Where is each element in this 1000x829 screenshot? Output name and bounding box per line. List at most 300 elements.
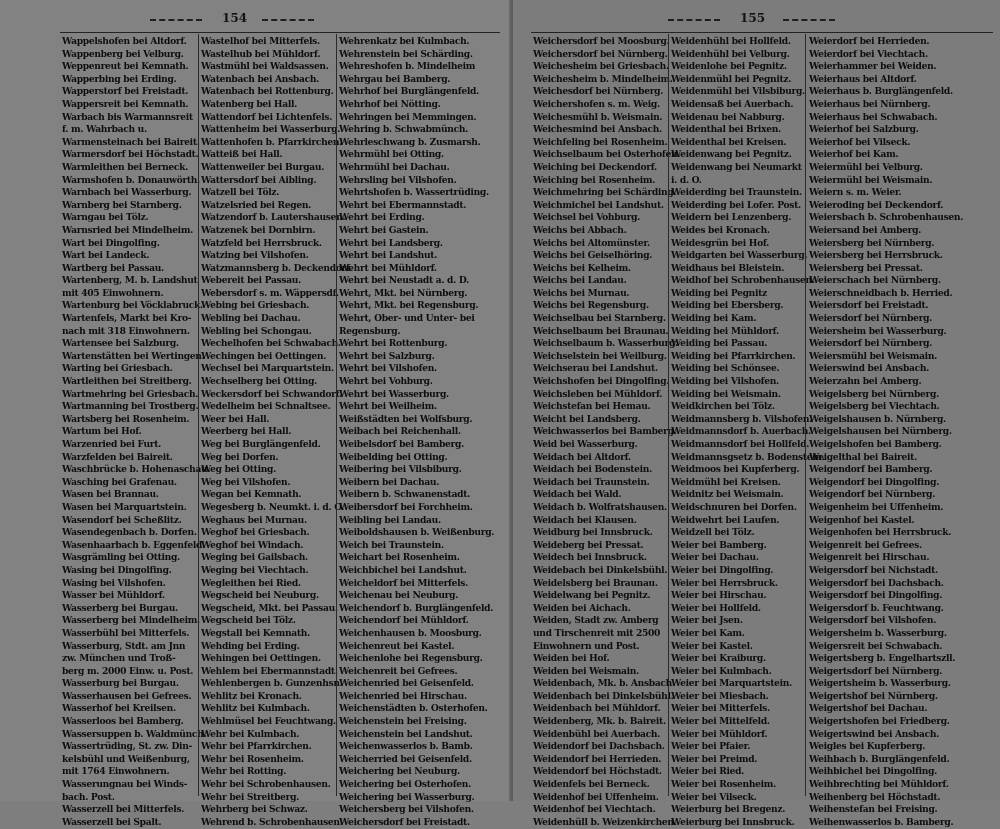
index-entry: Wehrberg bei Schwaz. xyxy=(201,804,308,816)
index-entry: Weidzell bei Tölz. xyxy=(671,527,755,539)
index-entry: Weichenried bei Hirschau. xyxy=(339,690,467,702)
index-entry: Weicht bei Landsberg. xyxy=(533,413,641,425)
index-entry: Weigelsberg bei Nürnberg. xyxy=(809,388,939,400)
index-entry: Weidenthal bei Kreisen. xyxy=(671,136,787,148)
index-entry: Weier bei Hirschau. xyxy=(671,590,767,602)
index-entry: Weidmühl bei Kreisen. xyxy=(671,476,781,488)
index-entry: Wartmehring bei Griesbach. xyxy=(62,388,199,400)
index-entry: Weigersdorf bei Dingolfing. xyxy=(809,590,943,602)
index-entry: und Tirschenreit mit 2500 xyxy=(533,627,661,639)
index-entry: Weidenmühl bei Vilsbiburg. xyxy=(671,86,805,98)
index-entry: Weierhaus bei Nürnberg. xyxy=(809,98,931,110)
index-entry: Wehlenbergen b. Gunzenhsn. xyxy=(201,678,343,690)
index-entry: Wehr bei Rotting. xyxy=(201,766,287,778)
index-entry: Wasserzell bei Mitterfels. xyxy=(62,804,185,816)
index-entry: Wart bei Dingolfing. xyxy=(62,237,160,249)
index-entry: mit 1764 Einwohnern. xyxy=(62,766,170,778)
index-entry: Wattenhofen b. Pfarrkirchen. xyxy=(201,136,343,148)
index-entry: Weidenwang bei Neumarkt xyxy=(671,161,802,173)
index-entry: Wasserloos bei Bamberg. xyxy=(62,716,184,728)
index-entry: Weichbichel bei Landshut. xyxy=(339,564,467,576)
index-entry: Weigenhofen bei Herrsbruck. xyxy=(809,527,952,539)
index-entry: Weichenstädten b. Osterhofen. xyxy=(339,703,488,715)
index-entry: Wegleithen bei Ried. xyxy=(201,577,301,589)
index-entry: Weichersdorf bei Freistadt. xyxy=(339,816,470,828)
index-entry: Weidelsberg bei Braunau. xyxy=(533,577,658,589)
index-entry: Weiboldshausen b. Weißenburg. xyxy=(339,527,495,539)
index-entry: Weichs bei Kelheim. xyxy=(533,262,631,274)
index-entry: Weidenhof bei Viechtach. xyxy=(533,804,656,816)
index-entry: Wehr bei Kulmbach. xyxy=(201,728,300,740)
index-entry: Weier bei Bamberg. xyxy=(671,539,767,551)
index-entry: Weichs bei Altomünster. xyxy=(533,237,650,249)
index-entry: Weidenlohe bei Pegnitz. xyxy=(671,61,787,73)
index-entry: Weiding bei Kam. xyxy=(671,313,757,325)
index-entry: Weigelshausen b. Nürnberg. xyxy=(809,413,946,425)
index-entry: Wehlitz bei Kulmbach. xyxy=(201,703,310,715)
index-entry: Weihbach b. Burglängenfeld. xyxy=(809,753,950,765)
index-entry: Wasen bei Marquartstein. xyxy=(62,501,187,513)
index-entry: Weichs bei Geiselhöring. xyxy=(533,250,653,262)
index-entry: Weibern bei Dachau. xyxy=(339,476,440,488)
header-ornament xyxy=(150,19,202,23)
index-entry: Weiding bei Schönsee. xyxy=(671,363,780,375)
index-entry: Watenbach bei Ansbach. xyxy=(201,73,319,85)
index-entry: Wegstall bei Kemnath. xyxy=(201,627,310,639)
index-entry: Weghof bei Windach. xyxy=(201,539,304,551)
index-entry: Weigertsheim b. Wasserburg. xyxy=(809,678,951,690)
index-entry: Weier bei Dachau. xyxy=(671,552,759,564)
index-entry: Wegesberg b. Neumkt. i. d. O. xyxy=(201,501,345,513)
index-entry: Watenberg bei Hall. xyxy=(201,98,297,110)
index-entry: Weidach bei Bodenstein. xyxy=(533,464,652,476)
index-entry: Wehrt bei Landsberg. xyxy=(339,237,443,249)
index-entry: Weibelding bei Otting. xyxy=(339,451,448,463)
index-entry: Weichmichel bei Landshut. xyxy=(533,199,664,211)
index-entry: Warmshofen b. Donauwörth. xyxy=(62,174,200,186)
index-entry: Weiding bei Mühldorf. xyxy=(671,325,779,337)
index-entry: Wehr bei Streitberg. xyxy=(201,791,300,803)
index-entry: Wehrt, Ober- und Unter- bei xyxy=(339,313,475,325)
index-entry: Weiden, Stadt zw. Amberg xyxy=(533,615,659,627)
index-entry: Wartensee bei Salzburg. xyxy=(62,338,179,350)
index-entry: Regensburg. xyxy=(339,325,401,337)
index-entry: Weier bei Marquartstein. xyxy=(671,678,792,690)
index-entry: Weiching bei Rosenheim. xyxy=(533,174,656,186)
index-entry: Weidensaß bei Auerbach. xyxy=(671,98,794,110)
index-entry: Wehlitz bei Kronach. xyxy=(201,690,302,702)
index-entry: Weigersdorf bei Dachsbach. xyxy=(809,577,944,589)
index-entry: Wartmanning bei Trostberg. xyxy=(62,401,199,413)
index-entry: Weichserau bei Landshut. xyxy=(533,363,658,375)
index-entry: Wechelhofen bei Schwabach. xyxy=(201,338,341,350)
index-entry: Weidendorf bei Herrieden. xyxy=(533,753,662,765)
index-entry: Watzing bei Vilshofen. xyxy=(201,250,309,262)
index-entry: Weidhof bei Schrobenhausen. xyxy=(671,275,815,287)
index-entry: Weidkirchen bei Tölz. xyxy=(671,401,775,413)
index-entry: Weidwehrt bei Laufen. xyxy=(671,514,780,526)
index-entry: Weideberg bei Pressat. xyxy=(533,539,644,551)
index-entry: Weg bei Vilshofen. xyxy=(201,476,291,488)
index-entry: Wappelshofen bei Altdorf. xyxy=(62,36,187,47)
index-entry: nach mit 318 Einwohnern. xyxy=(62,325,190,337)
index-entry: Weierhof bei Kam. xyxy=(809,149,899,161)
index-entry: Weidenbach bei Mühldorf. xyxy=(533,703,661,715)
index-entry: Wechselberg bei Otting. xyxy=(201,376,318,388)
index-entry: Wehrmühl bei Dachau. xyxy=(339,161,450,173)
index-entry: Weichselbaum b. Wasserburg. xyxy=(533,338,678,350)
index-entry: Weidschnuren bei Dorfen. xyxy=(671,501,797,513)
index-entry: Weierhof bei Salzburg. xyxy=(809,124,919,136)
index-entry: Weigenreit bei Gefrees. xyxy=(809,539,922,551)
index-entry: Wasserberg bei Mindelheim. xyxy=(62,615,200,627)
index-entry: Weier bei Ried. xyxy=(671,766,745,778)
index-entry: Weidach bei Klausen. xyxy=(533,514,637,526)
index-entry: Weidburg bei Innsbruck. xyxy=(533,527,653,539)
index-entry: Wassertrüding, St. zw. Din- xyxy=(62,741,192,753)
index-entry: Wehrt bei Salzburg. xyxy=(339,350,435,362)
index-entry: Wappersreit bei Kemnath. xyxy=(62,98,189,110)
index-entry: Weier bei Kulmbach. xyxy=(671,665,772,677)
index-entry: Weiern s. m. Weier. xyxy=(809,187,902,199)
page-header xyxy=(513,12,1000,28)
index-entry: Weibach bei Reichenhall. xyxy=(339,426,461,438)
index-entry: Wasserhausen bei Gefrees. xyxy=(62,690,192,702)
index-entry: Warzfelden bei Baireit. xyxy=(62,451,173,463)
index-entry: Weißstädten bei Wolfsburg. xyxy=(339,413,473,425)
index-entry: Wehrt bei Rottenburg. xyxy=(339,338,448,350)
index-entry: Warmleithen bei Berneck. xyxy=(62,161,189,173)
index-entry: Weierhaus b. Burglängenfeld. xyxy=(809,86,953,98)
index-entry: Weg bei Otting. xyxy=(201,464,276,476)
index-entry: Weidenhühl bei Velburg. xyxy=(671,48,790,60)
index-entry: Weiding bei Ebersberg. xyxy=(671,300,784,312)
column-rule xyxy=(198,34,199,796)
index-entry: Warmersdorf bei Höchstadt. xyxy=(62,149,199,161)
index-column xyxy=(809,36,993,829)
index-entry: Weerberg bei Hall. xyxy=(201,426,292,438)
index-entry: Weidenbach, Mk. b. Ansbach. xyxy=(533,678,675,690)
index-entry: Weidmoos bei Kupferberg. xyxy=(671,464,800,476)
index-entry: Weierschach bei Nürnberg. xyxy=(809,275,941,287)
index-entry: Weidach bei Traunstein. xyxy=(533,476,650,488)
index-entry: Weidmannsdorf bei Hollfeld. xyxy=(671,439,810,450)
index-entry: Warnsried bei Mindelheim. xyxy=(62,224,194,236)
index-entry: Weidebach bei Dinkelsbühl. xyxy=(533,564,668,576)
index-entry: Wasgrämling bei Otting. xyxy=(62,552,180,564)
index-entry: Weidendorf bei Dachsbach. xyxy=(533,741,665,753)
index-entry: Weibersdorf bei Forchheim. xyxy=(339,501,473,513)
index-entry: Wegscheid, Mkt. bei Passau. xyxy=(201,602,338,614)
index-entry: Weging bei Gailsbach. xyxy=(201,552,308,564)
index-entry: Wehrhof bei Burglängenfeld. xyxy=(339,86,479,98)
index-entry: Weiersberg bei Herrsbruck. xyxy=(809,250,943,262)
index-entry: Webling bei Schongau. xyxy=(201,325,312,337)
index-entry: Weiersbach b. Schrobenhausen. xyxy=(809,212,964,224)
index-entry: Weichselbaum bei Osterhofen. xyxy=(533,149,681,161)
index-entry: Weichmehring bei Schärding. xyxy=(533,187,677,199)
index-entry: Weiderding bei Lofer. Post. xyxy=(671,199,801,211)
index-entry: Wartenburg bei Vöcklabruck. xyxy=(62,300,203,312)
index-entry: Wehreshofen b. Mindelheim xyxy=(339,61,476,73)
index-entry: bach. Post. xyxy=(62,791,115,803)
index-entry: Wasendegenbach b. Dorfen. xyxy=(62,527,197,539)
index-entry: Weiermühl bei Velburg. xyxy=(809,161,923,173)
index-entry: Weigelshausen bei Nürnberg. xyxy=(809,426,952,438)
index-entry: Wegscheid bei Neuburg. xyxy=(201,590,319,602)
index-column xyxy=(339,36,499,829)
index-entry: Weiden bei Hof. xyxy=(533,653,610,665)
index-entry: Weidnitz bei Weismain. xyxy=(671,489,784,501)
index-entry: Weierhammer bei Weiden. xyxy=(809,61,937,73)
index-entry: Weichenried bei Geisenfeld. xyxy=(339,678,474,690)
index-entry: Weicheldorf bei Mitterfels. xyxy=(339,577,468,589)
index-entry: Weichsel bei Vohburg. xyxy=(533,212,641,224)
index-entry: Wehrt bei Neustadt a. d. D. xyxy=(339,275,469,287)
index-entry: Wasserungnau bei Winds- xyxy=(62,779,188,791)
index-entry: Weidenberg, Mk. b. Baireit. xyxy=(533,716,666,728)
header-ornament xyxy=(783,19,835,23)
index-entry: Weier bei Kastel. xyxy=(671,640,753,652)
index-entry: Warzenried bei Furt. xyxy=(62,439,162,450)
index-entry: Weigertsberg b. Engelhartszll. xyxy=(809,653,956,665)
index-entry: Wastelhub bei Mühldorf. xyxy=(201,48,321,60)
index-entry: Weichfeling bei Rosenheim. xyxy=(533,136,668,148)
index-entry: Weidelwang bei Pegnitz. xyxy=(533,590,651,602)
index-entry: Weiersand bei Amberg. xyxy=(809,224,922,236)
index-entry: Weigendorf bei Bamberg. xyxy=(809,464,933,476)
index-entry: Weg bei Burglängenfeld. xyxy=(201,439,321,450)
index-entry: Wattendorf bei Lichtenfels. xyxy=(201,111,333,123)
index-entry: Weigersreit bei Schwabach. xyxy=(809,640,943,652)
index-entry: Weidgarten bei Wasserburg. xyxy=(671,250,808,262)
index-entry: Weier bei Kraiburg. xyxy=(671,653,766,665)
index-entry: Weidenfels bei Berneck. xyxy=(533,779,650,791)
index-entry: Weichersberg bei Vilshofen. xyxy=(339,804,474,816)
column-rule xyxy=(336,34,337,796)
index-entry: Wehrt bei Wasserburg. xyxy=(339,388,449,400)
index-entry: Weidern bei Lenzenberg. xyxy=(671,212,792,224)
index-entry: Wattenheim bei Wasserburg. xyxy=(201,124,341,136)
index-entry: Weier bei Mittelfeld. xyxy=(671,716,770,728)
index-entry: Wasserburg bei Burgau. xyxy=(62,678,179,690)
index-entry: Wassersuppen b. Waldmünch. xyxy=(62,728,207,740)
index-entry: Weichesmind bei Ansbach. xyxy=(533,124,662,136)
index-entry: Watzell bei Tölz. xyxy=(201,187,280,199)
index-entry: Wehrsling bei Vilshofen. xyxy=(339,174,457,186)
index-entry: Weier bei Mitterfels. xyxy=(671,703,770,715)
index-entry: Weiersberg bei Nürnberg. xyxy=(809,237,935,249)
index-entry: Weichenreit bei Gefrees. xyxy=(339,665,458,677)
index-entry: Wasenhaarbach b. Eggenfeld. xyxy=(62,539,205,551)
index-entry: Weichshofen bei Dingolfing. xyxy=(533,376,670,388)
index-entry: Einwohnern und Post. xyxy=(533,640,640,652)
index-entry: Weiermühl bei Weismain. xyxy=(809,174,933,186)
index-entry: Wasching bei Grafenau. xyxy=(62,476,177,488)
index-entry: Weichershofen s. m. Weig. xyxy=(533,98,660,110)
index-entry: Wartsberg bei Rosenheim. xyxy=(62,413,190,425)
index-entry: Weieroding bei Deckendorf. xyxy=(809,199,944,211)
index-entry: Wehrt, Mkt. bei Nürnberg. xyxy=(339,287,468,299)
index-entry: Wapperstorf bei Freistadt. xyxy=(62,86,189,98)
index-entry: Weichering bei Neuburg. xyxy=(339,766,460,778)
index-entry: Watzmannsberg b. Deckendorf. xyxy=(201,262,353,274)
index-entry: Wasen bei Brannau. xyxy=(62,489,159,501)
index-entry: Weidenau bei Nabburg. xyxy=(671,111,785,123)
index-entry: Weigertshofen bei Friedberg. xyxy=(809,716,950,728)
index-entry: Watzendorf b. Lautershausen. xyxy=(201,212,346,224)
index-entry: Weidach bei Altdorf. xyxy=(533,451,631,463)
index-entry: Weiden bei Weismain. xyxy=(533,665,639,677)
index-entry: Weigendorf bei Dingolfing. xyxy=(809,476,940,488)
index-entry: Weichs bei Murnau. xyxy=(533,287,630,299)
index-entry: Weichselstein bei Weilburg. xyxy=(533,350,667,362)
index-entry: Weier bei Pfaier. xyxy=(671,741,751,753)
index-entry: Weigles bei Kupferberg. xyxy=(809,741,926,753)
index-entry: Weiden bei Aichach. xyxy=(533,602,631,614)
index-entry: Weidenhüll b. Weizenkirchen. xyxy=(533,816,677,828)
index-entry: Wehrt bei Landshut. xyxy=(339,250,438,262)
column-rule xyxy=(805,34,806,796)
index-entry: Webing bei Griesbach. xyxy=(201,300,310,312)
index-entry: berg m. 2000 Einw. u. Post. xyxy=(62,665,194,677)
index-entry: Wehrenkatz bei Kulmbach. xyxy=(339,36,470,47)
index-entry: Weichesmühl b. Weismain. xyxy=(533,111,663,123)
index-entry: Weierhaus bei Altdorf. xyxy=(809,73,917,85)
index-entry: Weier bei Mühldorf. xyxy=(671,728,768,740)
index-entry: Weigersdorf bei Vilshofen. xyxy=(809,615,937,627)
index-entry: Wehlem bei Ebermannstadt. xyxy=(201,665,338,677)
index-entry: Weichersdorf bei Nürnberg. xyxy=(533,48,668,60)
index-entry: Wehrt bei Vohburg. xyxy=(339,376,433,388)
index-entry: Wasserberg bei Burgau. xyxy=(62,602,178,614)
index-entry: Wasserzell bei Spalt. xyxy=(62,816,162,828)
index-entry: Wattersdorf bei Aibling. xyxy=(201,174,317,186)
index-entry: Weiderding bei Traunstein. xyxy=(671,187,802,199)
index-entry: Wehrt, Mkt. bei Regensburg. xyxy=(339,300,479,312)
index-entry: Wartenfels, Markt bei Kro- xyxy=(62,313,192,325)
index-entry: Weihbichel bei Dingolfing. xyxy=(809,766,937,778)
index-entry: Weiersdorf bei Freistadt. xyxy=(809,300,929,312)
index-entry: Weier bei Herrsbruck. xyxy=(671,577,778,589)
index-entry: Watenbach bei Rottenburg. xyxy=(201,86,334,98)
index-entry: f. m. Wahrbach u. xyxy=(62,124,147,136)
index-entry: Weging bei Viechtach. xyxy=(201,564,309,576)
index-entry: Wehingen bei Oettingen. xyxy=(201,653,321,665)
index-column xyxy=(533,36,681,829)
index-entry: Weidach b. Wolfratshausen. xyxy=(533,501,667,513)
index-entry: Weier bei Vilseck. xyxy=(671,791,757,803)
index-entry: Wegan bei Kemnath. xyxy=(201,489,302,501)
index-entry: Weidenbach bei Dinkelsbühl. xyxy=(533,690,674,702)
index-entry: Wehrenstein bei Schärding. xyxy=(339,48,473,60)
index-entry: Weichesheim bei Griesbach. xyxy=(533,61,669,73)
index-column xyxy=(671,36,825,829)
header-ornament xyxy=(668,19,720,23)
index-entry: Weich bei Traunstein. xyxy=(339,539,444,551)
index-entry: Weichsleben bei Mühldorf. xyxy=(533,388,663,400)
index-entry: Weichesheim b. Mindelheim. xyxy=(533,73,673,85)
page-number: 155 xyxy=(740,11,766,25)
index-entry: Weihenstefan bei Freising. xyxy=(809,804,938,816)
index-entry: Weid bei Wasserburg. xyxy=(533,439,638,450)
index-entry: Wastmühl bei Waldsassen. xyxy=(201,61,329,73)
index-entry: Weigenheim bei Uffenheim. xyxy=(809,501,944,513)
index-entry: Weier bei Hollfeld. xyxy=(671,602,761,614)
index-entry: Weihbrechting bei Mühldorf. xyxy=(809,779,949,791)
index-entry: Wechsel bei Marquartstein. xyxy=(201,363,334,375)
index-entry: Weier bei Preimd. xyxy=(671,753,758,765)
index-entry: Weichs bei Landau. xyxy=(533,275,627,287)
right-page xyxy=(513,0,1000,828)
column-rule xyxy=(668,34,669,796)
index-entry: Weichenlohe bei Regensburg. xyxy=(339,653,483,665)
index-entry: Wapperbing bei Erding. xyxy=(62,73,177,85)
index-entry: Weier bei Dingolfing. xyxy=(671,564,774,576)
index-entry: Watzelsried bei Regen. xyxy=(201,199,312,211)
index-entry: Wehlmüsel bei Feuchtwang. xyxy=(201,716,336,728)
index-entry: mit 405 Einwohnern. xyxy=(62,287,164,299)
index-entry: Watzenek bei Dornbirn. xyxy=(201,224,316,236)
index-entry: Weiching bei Deckendorf. xyxy=(533,161,657,173)
index-entry: Weigelsberg bei Viechtach. xyxy=(809,401,940,413)
index-entry: Wehringen bei Memmingen. xyxy=(339,111,477,123)
index-entry: Wechingen bei Oettingen. xyxy=(201,350,327,362)
index-entry: Wehrhof bei Nötting. xyxy=(339,98,441,110)
index-entry: Weidhaus bei Bleistein. xyxy=(671,262,785,274)
index-entry: Weibling bei Landau. xyxy=(339,514,441,526)
index-entry: Weierburg bei Bregenz. xyxy=(671,804,786,816)
index-entry: Wehrt bei Ebermannstadt. xyxy=(339,199,467,211)
index-entry: Weigertsdorf bei Nürnberg. xyxy=(809,665,943,677)
index-entry: Wehrtshofen b. Wassertrüding. xyxy=(339,187,489,199)
index-entry: Weichersdorf bei Moosburg. xyxy=(533,36,670,47)
index-entry: Weppenreut bei Kemnath. xyxy=(62,61,189,73)
index-entry: Wehrt bei Weilheim. xyxy=(339,401,437,413)
index-entry: Weidenhof bei Uffenheim. xyxy=(533,791,659,803)
index-entry: Weichenhausen b. Moosburg. xyxy=(339,627,482,639)
index-entry: Webling bei Dachau. xyxy=(201,313,301,325)
index-entry: Weier bei Rosenheim. xyxy=(671,779,776,791)
index-entry: Wehrt bei Erding. xyxy=(339,212,425,224)
index-entry: Wartenberg, M. b. Landshut xyxy=(62,275,198,287)
index-column xyxy=(62,36,211,829)
index-entry: Weichenwasserlos b. Bamb. xyxy=(339,741,473,753)
index-entry: Warbach bis Warmannsreit xyxy=(62,111,193,123)
index-entry: Wastelhof bei Mitterfels. xyxy=(201,36,320,47)
index-entry: Weichering bei Wasserburg. xyxy=(339,791,475,803)
index-entry: Wehrgau bei Bamberg. xyxy=(339,73,451,85)
index-entry: Weidach bei Wald. xyxy=(533,489,622,501)
index-entry: Weer bei Hall. xyxy=(201,413,270,425)
index-entry: Weidenbühl bei Auerbach. xyxy=(533,728,661,740)
index-entry: Wegscheid bei Tölz. xyxy=(201,615,296,627)
index-entry: Weghof bei Griesbach. xyxy=(201,527,310,539)
index-entry: Weigenreit bei Hirschau. xyxy=(809,552,930,564)
index-entry: Weichart bei Rosenheim. xyxy=(339,552,460,564)
index-entry: Wehrmühl bei Otting. xyxy=(339,149,444,161)
index-entry: Weichesdorf bei Nürnberg. xyxy=(533,86,664,98)
index-entry: Weichs bei Abbach. xyxy=(533,224,627,236)
index-entry: Weiersberg bei Pressat. xyxy=(809,262,923,274)
index-entry: Weidmannsberg b. Vilshofen. xyxy=(671,413,813,425)
index-entry: Weichendorf b. Burglängenfeld. xyxy=(339,602,494,614)
index-entry: Weigendorf bei Nürnberg. xyxy=(809,489,936,501)
index-entry: Wedelheim bei Schnaltsee. xyxy=(201,401,331,413)
index-entry: Weierswind bei Ansbach. xyxy=(809,363,930,375)
index-entry: Wasing bei Dingolfing. xyxy=(62,564,172,576)
index-entry: Webersdorf s. m. Wäppersdf. xyxy=(201,287,339,299)
